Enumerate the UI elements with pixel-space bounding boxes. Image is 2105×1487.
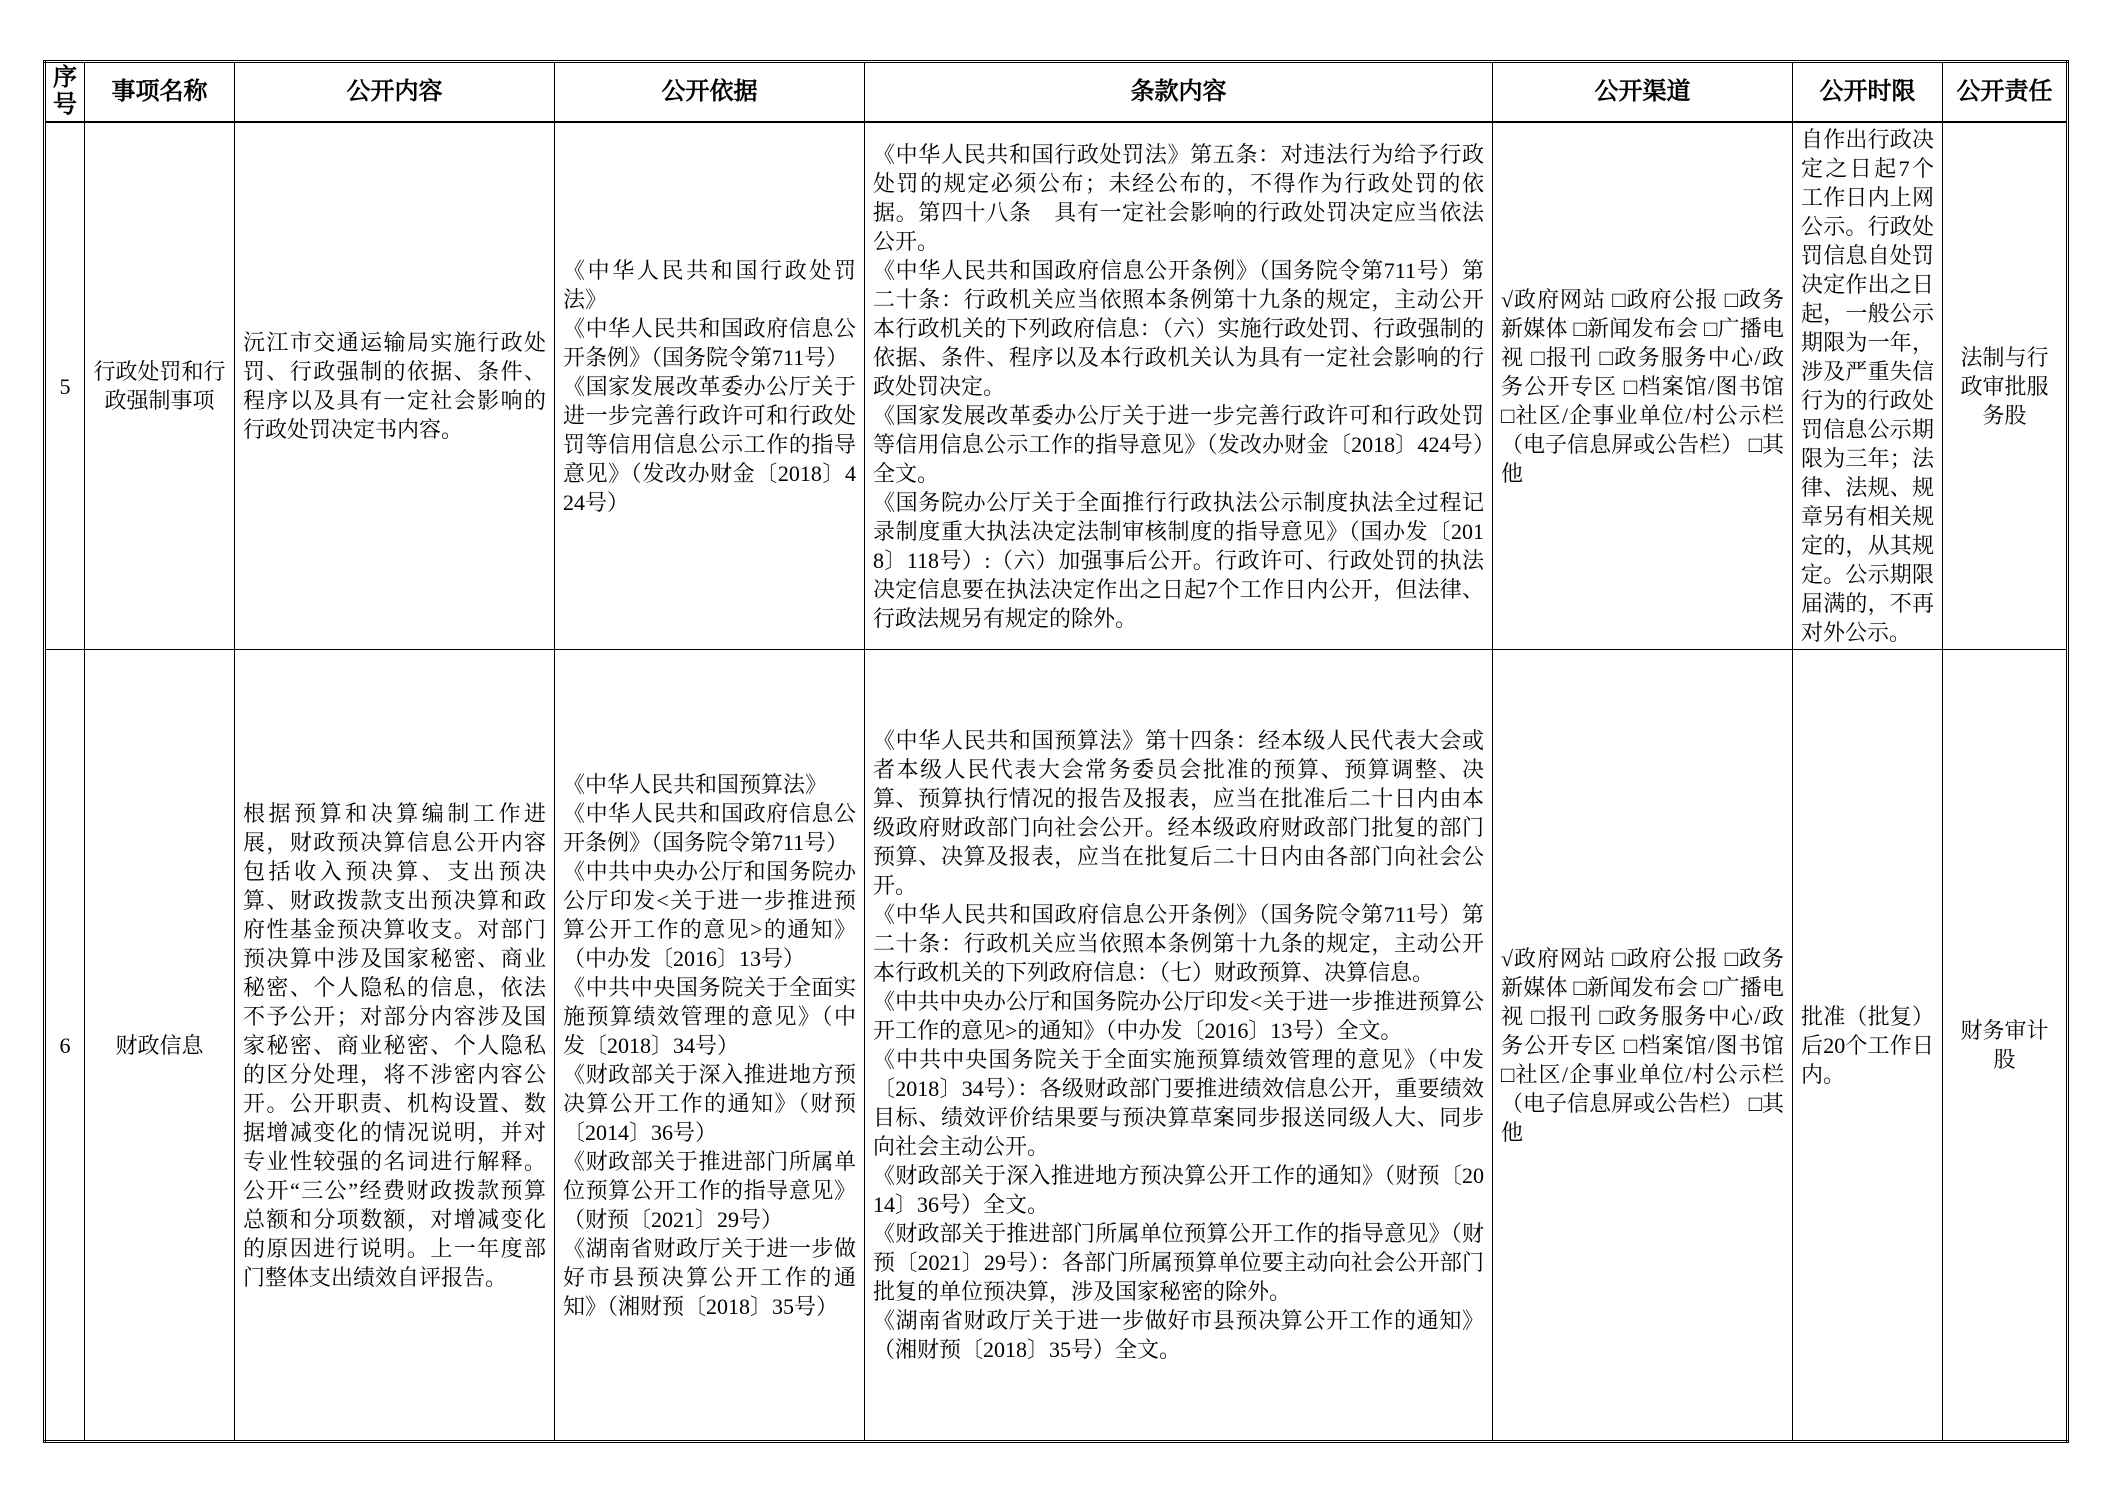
cell-row-number: 6 xyxy=(45,650,85,1442)
col-header-clauses: 条款内容 xyxy=(865,62,1493,123)
cell-clause-content: 《中华人民共和国预算法》第十四条：经本级人民代表大会或者本级人民代表大会常务委员会批准的预算、预算调整、决算、预算执行情况的报告及报表，应当在批准后二十日内由本级政府财政部门向社会公开。经本级政府财政部门批复的部门预算、决算及报表，应当在批复后二十日内由各部门向社会公开。 《中华人民共和国政府信息公开条例》（国务院令第711号）第二十条：行政机关应当依照本条例第十九条的规定，主动公开本行政机关的下列政府信息：（七）财政预算、决算信息。 《中共中央办公厅和国务院办公厅印发<关于进一步推进预算公开工作的意见>的通知》（中办发〔2016〕13号）全文。 《中共中央国务院关于全面实施预算绩效管理的意见》（中发〔2018〕34号）：各级财政部门要推进绩效信息公开，重要绩效目标、绩效评价结果要与预决算草案同步报送同级人大、同步向社会主动公开。 《财政部关于深入推进地方预决算公开工作的通知》（财预〔2014〕36号）全文。 《财政部关于推进部门所属单位预算公开工作的指导意见》（财预〔2021〕29号）：各部门所属预算单位要主动向社会公开部门批复的单位预决算，涉及国家秘密的除外。 《湖南省财政厅关于进一步做好市县预决算公开工作的通知》（湘财预〔2018〕35号）全文。 xyxy=(865,650,1493,1442)
cell-disclosure-deadline: 批准（批复）后20个工作日内。 xyxy=(1793,650,1943,1442)
cell-disclosure-content: 沅江市交通运输局实施行政处罚、行政强制的依据、条件、程序以及具有一定社会影响的行政处罚决定书内容。 xyxy=(235,122,555,650)
cell-disclosure-channel: √政府网站 □政府公报 □政务新媒体 □新闻发布会 □广播电视 □报刊 □政务服务中心/政务公开专区 □档案馆/图书馆 □社区/企事业单位/村公示栏（电子信息屏或公告栏） □其他 xyxy=(1493,650,1793,1442)
table-row xyxy=(45,650,2068,1442)
cell-responsible-unit: 财务审计股 xyxy=(1943,650,2068,1442)
col-header-basis: 公开依据 xyxy=(555,62,865,123)
col-header-content: 公开内容 xyxy=(235,62,555,123)
table-row xyxy=(45,122,2068,650)
cell-responsible-unit: 法制与行政审批服务股 xyxy=(1943,122,2068,650)
cell-disclosure-basis: 《中华人民共和国预算法》 《中华人民共和国政府信息公开条例》（国务院令第711号） 《中共中央办公厅和国务院办公厅印发<关于进一步推进预算公开工作的意见>的通知》（中办发〔2016〕13号） 《中共中央国务院关于全面实施预算绩效管理的意见》（中发〔2018〕34号） 《财政部关于深入推进地方预决算公开工作的通知》（财预〔2014〕36号） 《财政部关于推进部门所属单位预算公开工作的指导意见》（财预〔2021〕29号） 《湖南省财政厅关于进一步做好市县预决算公开工作的通知》（湘财预〔2018〕35号） xyxy=(555,650,865,1442)
cell-clause-content: 《中华人民共和国行政处罚法》第五条：对违法行为给予行政处罚的规定必须公布；未经公布的，不得作为行政处罚的依据。第四十八条 具有一定社会影响的行政处罚决定应当依法公开。 《中华人民共和国政府信息公开条例》（国务院令第711号）第二十条：行政机关应当依照本条例第十九条的规定，主动公开本行政机关的下列政府信息：（六）实施行政处罚、行政强制的依据、条件、程序以及本行政机关认为具有一定社会影响的行政处罚决定。 《国家发展改革委办公厅关于进一步完善行政许可和行政处罚等信用信息公示工作的指导意见》（发改办财金〔2018〕424号）全文。 《国务院办公厅关于全面推行行政执法公示制度执法全过程记录制度重大执法决定法制审核制度的指导意见》（国办发〔2018〕118号）:（六）加强事后公开。行政许可、行政处罚的执法决定信息要在执法决定作出之日起7个工作日内公开，但法律、行政法规另有规定的除外。 xyxy=(865,122,1493,650)
col-header-no: 序号 xyxy=(45,62,85,123)
col-header-responsible: 公开责任 xyxy=(1943,62,2068,123)
cell-disclosure-deadline: 自作出行政决定之日起7个工作日内上网公示。行政处罚信息自处罚决定作出之日起，一般公示期限为一年，涉及严重失信行为的行政处罚信息公示期限为三年；法律、法规、规章另有相关规定的，从其规定。公示期限届满的，不再对外公示。 xyxy=(1793,122,1943,650)
cell-item-name: 财政信息 xyxy=(85,650,235,1442)
header-row xyxy=(45,62,2068,123)
disclosure-table xyxy=(43,60,2069,1443)
cell-item-name: 行政处罚和行政强制事项 xyxy=(85,122,235,650)
document-sheet xyxy=(43,60,2069,1443)
col-header-item-name: 事项名称 xyxy=(85,62,235,123)
col-header-channel: 公开渠道 xyxy=(1493,62,1793,123)
cell-disclosure-channel: √政府网站 □政府公报 □政务新媒体 □新闻发布会 □广播电视 □报刊 □政务服务中心/政务公开专区 □档案馆/图书馆 □社区/企事业单位/村公示栏（电子信息屏或公告栏） □其他 xyxy=(1493,122,1793,650)
cell-disclosure-content: 根据预算和决算编制工作进展，财政预决算信息公开内容包括收入预决算、支出预决算、财政拨款支出预决算和政府性基金预决算收支。对部门预决算中涉及国家秘密、商业秘密、个人隐私的信息，依法不予公开；对部分内容涉及国家秘密、商业秘密、个人隐私的区分处理，将不涉密内容公开。公开职责、机构设置、数据增减变化的情况说明，并对专业性较强的名词进行解释。公开“三公”经费财政拨款预算总额和分项数额，对增减变化的原因进行说明。上一年度部门整体支出绩效自评报告。 xyxy=(235,650,555,1442)
cell-disclosure-basis: 《中华人民共和国行政处罚法》 《中华人民共和国政府信息公开条例》（国务院令第711号） 《国家发展改革委办公厅关于进一步完善行政许可和行政处罚等信用信息公示工作的指导意见》（发改办财金〔2018〕424号） xyxy=(555,122,865,650)
col-header-deadline: 公开时限 xyxy=(1793,62,1943,123)
cell-row-number: 5 xyxy=(45,122,85,650)
